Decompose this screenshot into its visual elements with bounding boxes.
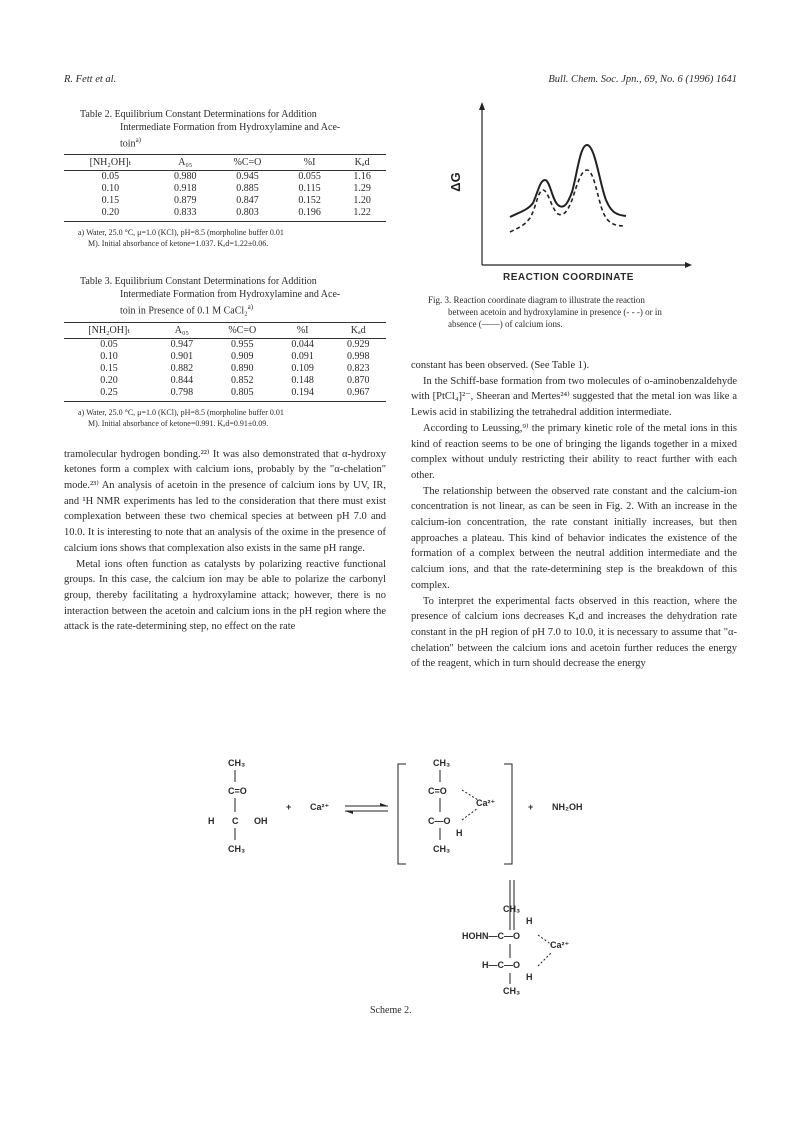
table-cell: 0.10 [101,183,120,195]
paragraph: Metal ions often function as catalysts by polarizing reactive functional groups. In this case, the calcium ion may be able to polarize the carbonyl group, thereby facilitating a hydroxylamine attack; however, there is no interaction between the acetoin and calcium ions in the pH region where the attack is the rate-determining step, no effect on the rate [64,558,386,633]
table-cell: 1.16 [353,171,371,183]
complex-carbonyl: C=O [428,786,447,796]
table-cell: 0.823 [346,362,370,374]
product-calcium: Ca²⁺ [550,940,570,950]
table-cell: 0.091 [291,350,314,362]
table-row [64,183,386,195]
calcium-ion: Ca²⁺ [310,802,330,812]
table-cell: 0.196 [298,207,321,219]
table-cell: 0.05 [100,338,118,350]
running-head-journal: Bull. Chem. Soc. Jpn., 69, No. 6 (1996) 1641 [548,74,737,85]
table-cell: 0.10 [100,350,118,362]
table-header-row: [NH₂OH]ₜ A₀₅ %C=O %I Kₐd [64,322,386,338]
table-cell: 0.890 [231,362,254,374]
left-column [64,108,386,635]
table-cell: 0.870 [346,374,370,386]
product-h-bottom: H [526,972,533,982]
table-cell: 0.152 [298,195,321,207]
figure-3-caption: Fig. 3. Reaction coordinate diagram to illustrate the reaction between acetoin and hydroxylamine in presence (- - -) or in absence (——) of calcium ions. [428,295,662,329]
paragraph: According to Leussing,⁹⁾ the primary kinetic role of the metal ions in this kind of reaction seems to be one of bringing the ligands together in a mixed complex without unduly restricting their ability to react further with each other. [411,422,737,481]
y-axis-arrow [479,102,485,110]
table-cell: 0.20 [100,374,118,386]
complex-calcium: Ca²⁺ [476,798,496,808]
plus-sign: + [528,802,534,812]
table-cell: 0.798 [170,386,194,398]
acetoin-ch3-bottom: CH₃ [228,844,246,854]
table-cell: 0.05 [101,171,120,183]
paragraph: To interpret the experimental facts observed in this reaction, where the presence of calcium ions decreases Kₐd and increases the dehydration rate constant in the pH region of pH 7.0 to 10.0, it is necessary to assume that "α-chelation" between the calcium ions and acetoin further reduces the energy of the reagent, which in turn should decrease the energy [411,595,737,670]
table-cell: 0.847 [236,195,259,207]
acetoin-oh: OH [254,816,268,826]
table-cell: 0.833 [174,207,197,219]
table-row [64,351,386,363]
paragraph: The relationship between the observed rate constant and the calcium-ion concentration is not linear, as can be seen in Fig. 2. With an increase in the calcium-ion concentration, the rate constant initially increases, but then approaches a plateau. This kind of behavior indicates the existence of the formation of a complex between the neutral addition intermediate and the calcium ions, and that the rate-determining step is the breakdown of this complex. [411,485,737,591]
table-cell: 0.980 [174,171,197,183]
table-cell: 0.115 [298,183,321,195]
hydroxylamine: NH₂OH [552,802,583,812]
table-row [64,195,386,207]
product-ch3-bottom: CH₃ [503,986,521,996]
table-cell: 0.055 [298,171,321,183]
table-cell: 0.929 [346,338,370,350]
table-cell: 0.044 [291,338,314,350]
table-cell: 0.15 [100,362,118,374]
scheme-2 [180,740,640,1000]
table-cell: 0.955 [231,338,254,350]
table-row [64,338,386,351]
table-cell: 0.882 [170,362,194,374]
table-3-footnote: a) Water, 25.0 °C, μ=1.0 (KCl), pH=8.5 (morpholine buffer 0.01 M). Initial absorbance of ketone=0.991. Kₐd=0.91±0.09. [78,407,284,428]
product-h-top: H [526,916,533,926]
table-2-caption: Table 2. Equilibrium Constant Determinations for Addition Intermediate Formation from Hydroxylamine and Ace- toin$^{a)}$ [80,109,341,150]
running-head-authors: R. Fett et al. [64,74,117,85]
table-3 [64,275,386,428]
table-cell: 0.885 [236,183,259,195]
plus-sign: + [286,802,292,812]
table-cell: 0.25 [100,386,118,398]
table-3-caption: Table 3. Equilibrium Constant Determinations for Addition Intermediate Formation from Hydroxylamine and Ace- toin in Presence of 0.1 M CaCl₂$^{a)}$ [80,276,341,317]
table-cell: 0.852 [231,374,254,386]
curve-absence [510,145,626,217]
table-cell: 0.947 [170,338,194,350]
table-cell: 0.909 [231,350,254,362]
table-2 [64,108,386,249]
table-cell: 0.918 [174,183,197,195]
table-cell: 0.901 [170,350,194,362]
table-cell: 0.967 [346,386,370,398]
complex-ch3-top: CH₃ [433,758,451,768]
table-row [64,387,386,402]
reaction-coordinate-diagram [440,100,700,285]
complex-c-o: C—O [428,816,451,826]
acetoin-ch3-top: CH₃ [228,758,246,768]
table-row [64,375,386,387]
table-row [64,171,386,184]
x-axis-label: REACTION COORDINATE [503,272,634,283]
complex-h: H [456,828,463,838]
table-cell: 0.805 [231,386,254,398]
table-cell: 0.109 [291,362,314,374]
product-ch3-top: CH₃ [503,904,521,914]
table-cell: 1.29 [353,183,371,195]
table-cell: 0.148 [291,374,314,386]
table-cell: 0.15 [101,195,120,207]
table-cell: 0.844 [170,374,194,386]
table-cell: 0.945 [236,171,259,183]
table-2-footnote: a) Water, 25.0 °C, μ=1.0 (KCl), pH=8.5 (morpholine buffer 0.01 M). Initial absorbance of ketone=1.037. Kₐd=1.22±0.06. [78,228,284,249]
table-cell: 0.803 [236,207,259,219]
table-3-grid [64,322,386,402]
table-cell: 0.20 [101,207,120,219]
acetoin-h: H [208,816,215,826]
table-cell: 0.194 [291,386,314,398]
product-h-c-o-row: H—C—O [482,960,520,970]
scheme-caption: Scheme 2. [370,1005,412,1016]
scheme-bonds [180,740,640,1000]
product-hohn-row: HOHN—C—O [462,931,520,941]
paragraph: constant has been observed. (See Table 1). [411,360,590,371]
x-axis-arrow [685,262,692,268]
table-header-row: [NH₂OH]ₜ A₀₅ %C=O %I Kₐd [64,155,386,171]
complex-ch3-bottom: CH₃ [433,844,451,854]
table-cell: 0.998 [346,350,370,362]
right-column [411,358,737,672]
table-row [64,363,386,375]
acetoin-c: C [232,816,239,826]
table-cell: 1.22 [353,207,371,219]
paragraph: tramolecular hydrogen bonding.²²⁾ It was also demonstrated that α-hydroxy ketones form a complex with calcium ions, probably by the "α-chelation" mode.²³⁾ An analysis of acetoin in the presence of calcium ions by UV, IR, and ¹H NMR experiments has led to the consideration that there must exist complexation between these two chemical species at between pH 7.0 and 10.0. It is interesting to note that an analysis of the oxime in the presence of calcium ions shows that complexation also exists in the same pH range. [64,448,386,554]
table-row [64,207,386,222]
left-body-text [64,447,386,635]
y-axis-label: ΔG [448,172,463,192]
paragraph: In the Schiff-base formation from two molecules of o-aminobenzaldehyde with [PtCl₄]²⁻, Sheeran and Mertes²⁴⁾ suggested that the metal ion was like a Lewis acid in stabilizing the tetrahedral addition intermediate. [411,375,737,419]
table-cell: 1.20 [353,195,371,207]
table-2-grid [64,154,386,222]
acetoin-carbonyl: C=O [228,786,247,796]
table-cell: 0.879 [174,195,197,207]
